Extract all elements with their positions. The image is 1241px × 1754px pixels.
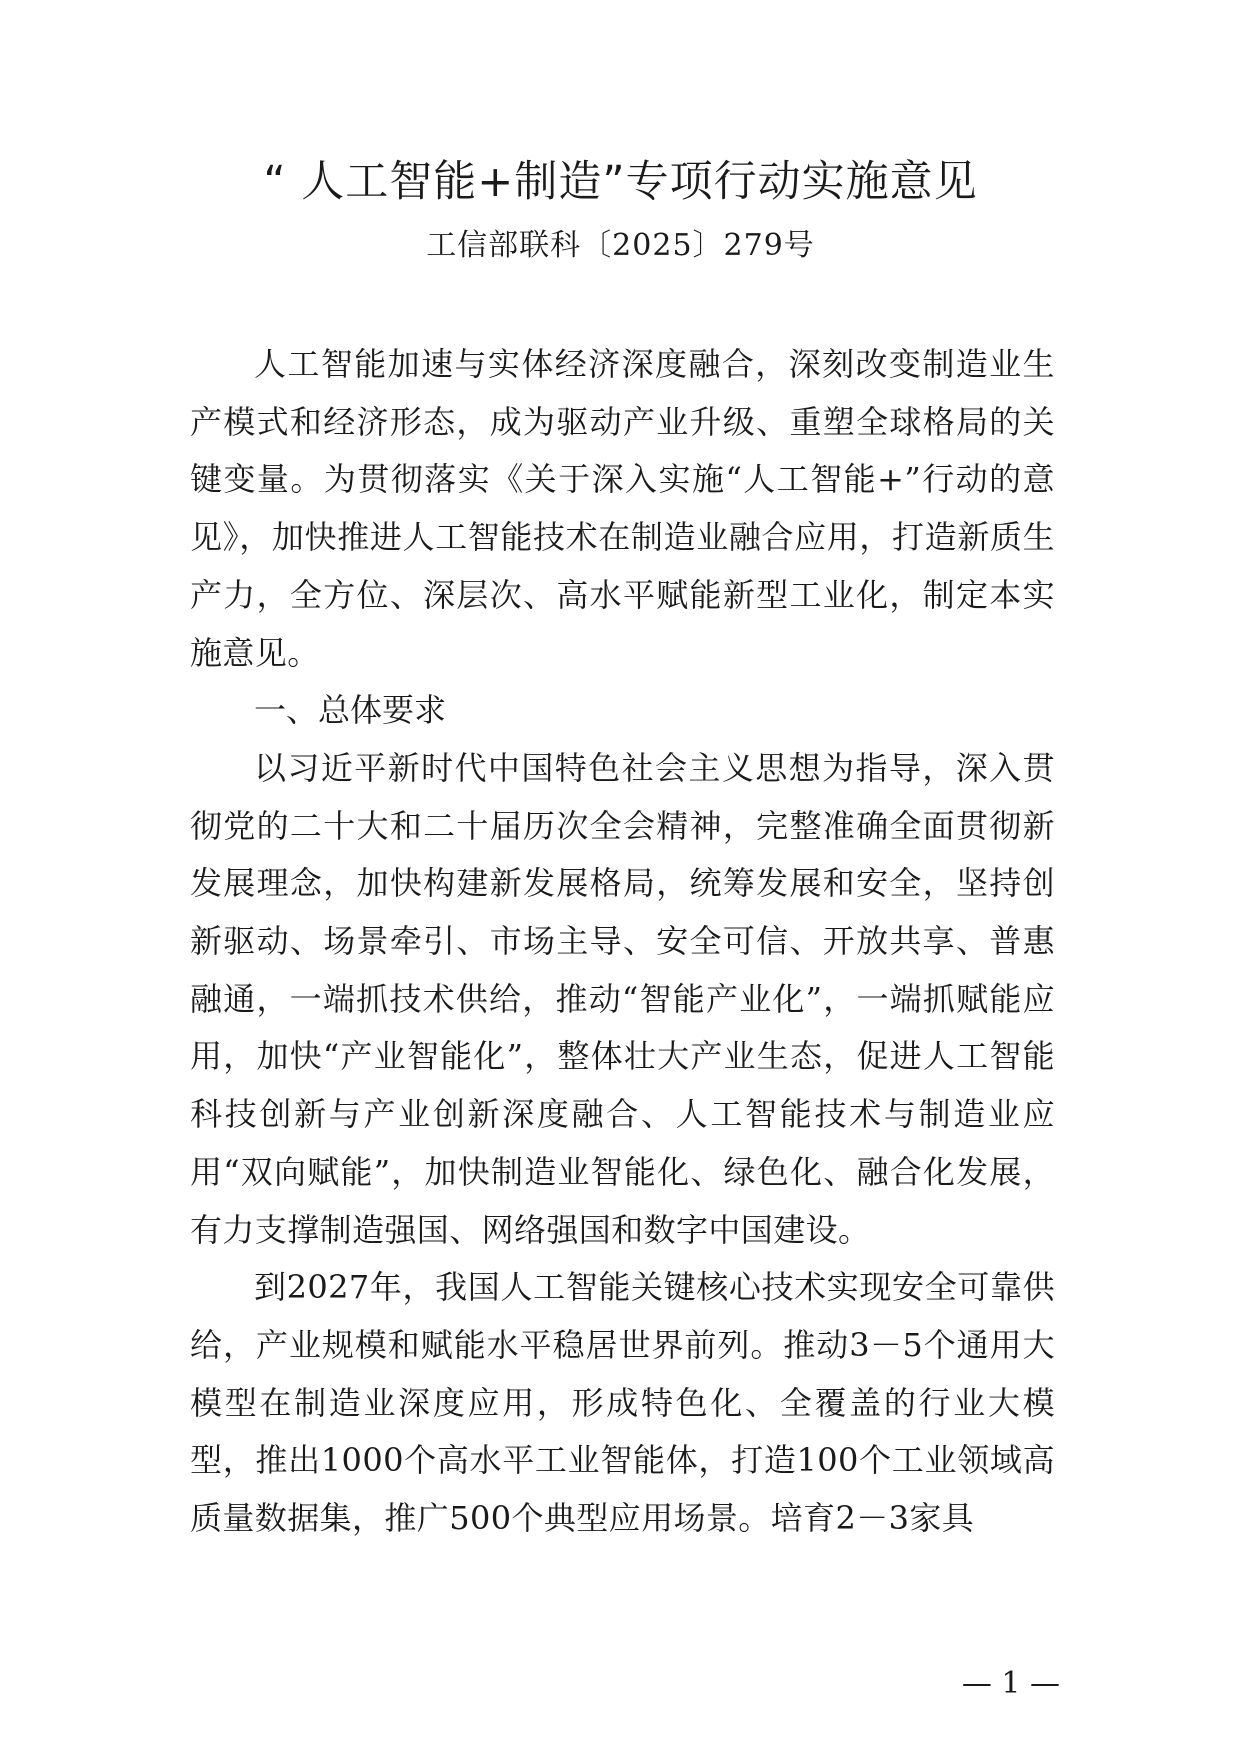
targets-paragraph: 到2027年，我国人工智能关键核心技术实现安全可靠供给，产业规模和赋能水平稳居世界前列。推动3－5个通用大模型在制造业深度应用，形成特色化、全覆盖的行业大模型，推出1000个高水平工业智能体，打造100个工业领域高质量数据集，推广500个典型应用场景。培育2－3家具 bbox=[190, 1268, 1055, 1538]
guiding-principles-paragraph: 以习近平新时代中国特色社会主义思想为指导，深入贯彻党的二十大和二十届历次全会精神，完整准确全面贯彻新发展理念，加快构建新发展格局，统筹发展和安全，坚持创新驱动、场景牵引、市场主导、安全可信、开放共享、普惠融通，一端抓技术供给，推动“智能产业化”，一端抓赋能应用，加快“产业智能化”，整体壮大产业生态，促进人工智能科技创新与产业创新深度融合、人工智能技术与制造业应用“双向赋能”，加快制造业智能化、绿色化、融合化发展，有力支撑制造强国、网络强国和数字中国建设。 bbox=[190, 748, 1055, 1249]
intro-paragraph: 人工智能加速与实体经济深度融合，深刻改变制造业生产模式和经济形态，成为驱动产业升级、重塑全球格局的关键变量。为贯彻落实《关于深入实施“人工智能+”行动的意见》，加快推进人工智能技术在制造业融合应用，打造新质生产力，全方位、深层次、高水平赋能新型工业化，制定本实施意见。 bbox=[190, 345, 1055, 672]
page-number: — 1 — bbox=[961, 1666, 1060, 1701]
document-title: “ 人工智能+制造”专项行动实施意见 bbox=[263, 157, 978, 207]
document-body bbox=[190, 336, 1055, 1548]
section-heading: 一、总体要求 bbox=[254, 691, 447, 730]
document-number: 工信部联科〔2025〕279号 bbox=[426, 228, 815, 263]
